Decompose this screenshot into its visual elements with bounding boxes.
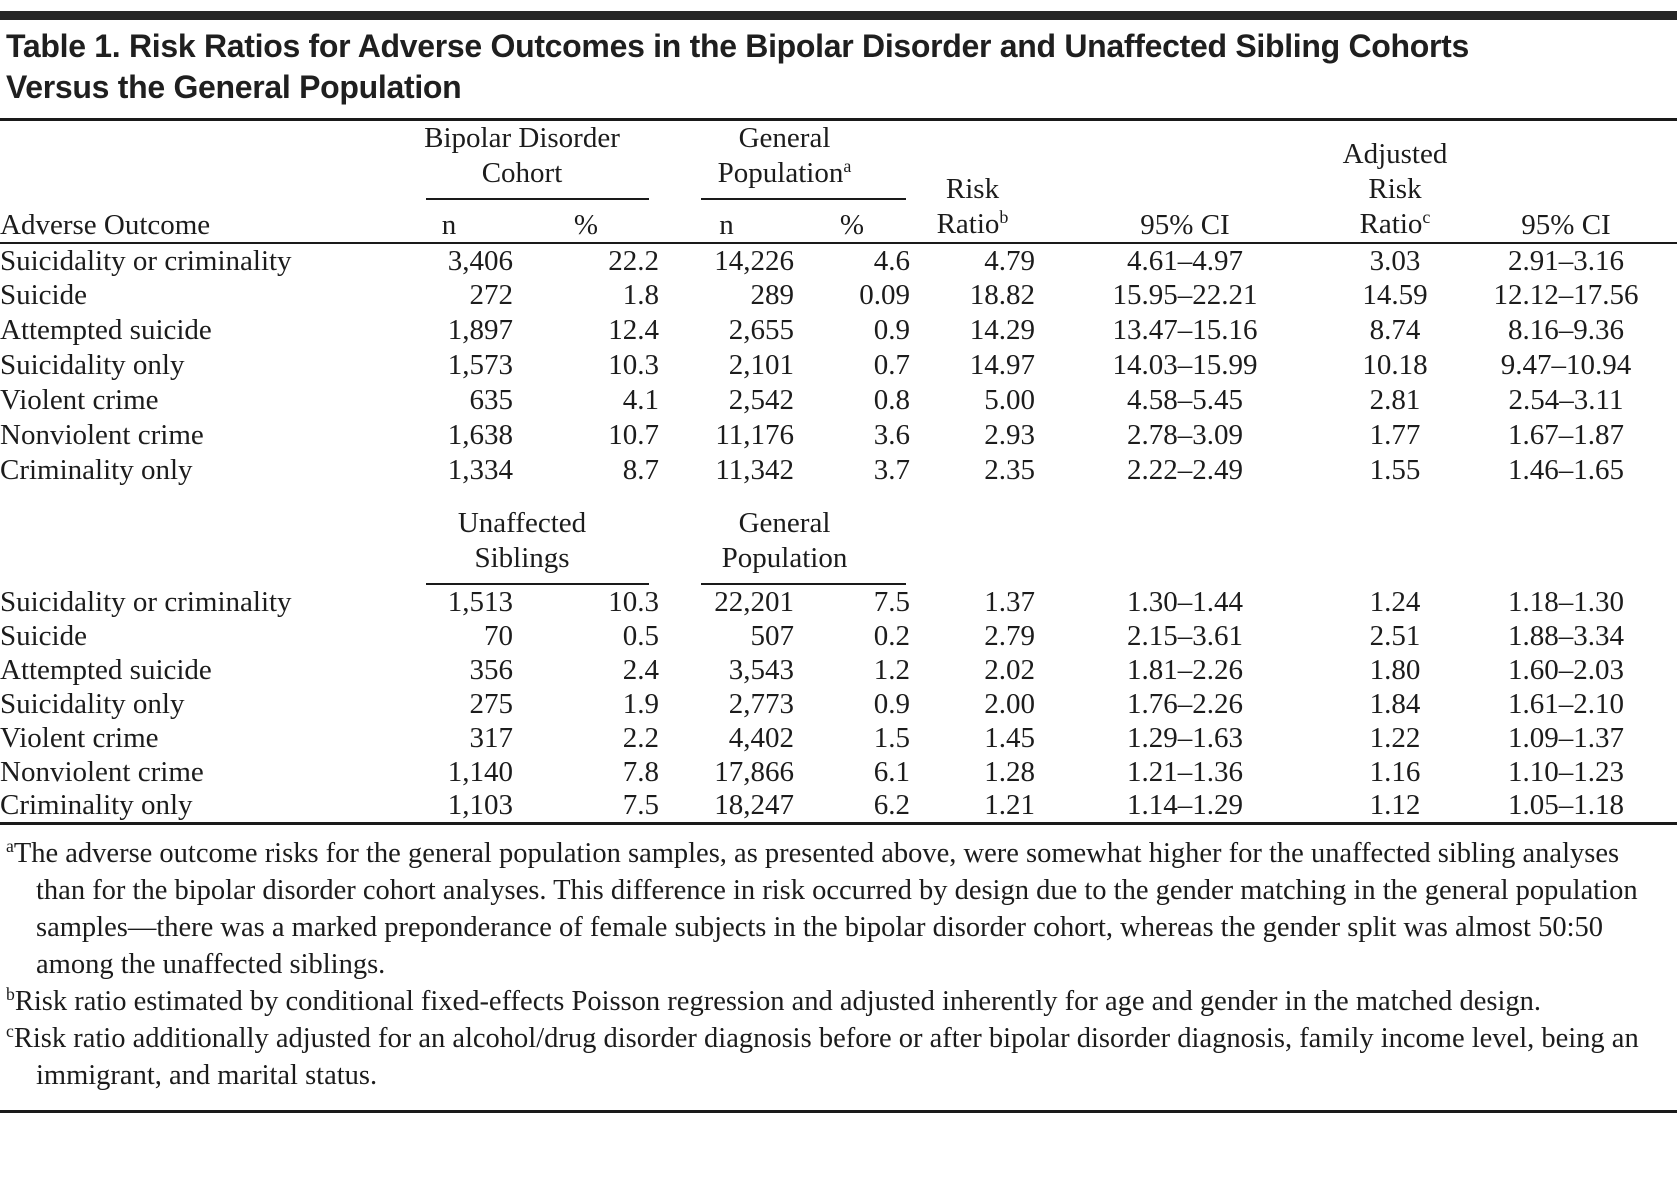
table-row <box>0 687 1677 721</box>
ci-cell: 1.76–2.26 <box>1127 687 1243 720</box>
empty-cell <box>910 488 1035 585</box>
pct-siblings-cell: 10.3 <box>608 585 659 618</box>
ci-cell: 15.95–22.21 <box>1112 279 1258 311</box>
ci-cell: 2.22–2.49 <box>1127 454 1243 486</box>
n-genpop-cell: 507 <box>750 619 794 652</box>
column-header-adverse-outcome: Adverse Outcome <box>0 121 385 243</box>
risk-ratio-cell: 2.02 <box>984 653 1035 686</box>
n-cohort-cell: 1,638 <box>447 419 513 451</box>
ci-cell: 2.15–3.61 <box>1127 619 1243 652</box>
pct-siblings-cell: 2.2 <box>622 721 659 754</box>
footnote-marker-a-ref: a <box>843 156 852 177</box>
group-header-bipolar-cohort <box>385 121 659 200</box>
table-row <box>0 278 1677 313</box>
ci-cell: 1.81–2.26 <box>1127 653 1243 686</box>
group-header-general-population <box>659 121 910 200</box>
outcome-cell: Suicidality only <box>0 349 185 381</box>
ci-adjusted-cell: 2.91–3.16 <box>1508 244 1624 277</box>
footnote-c-text: Risk ratio additionally adjusted for an alcohol/drug disorder diagnosis before or after bipolar disorder diagnosis, family income level, being an immigrant, and marital status. <box>13 1023 1639 1091</box>
column-header-n-bipolar: n <box>385 200 513 243</box>
risk-ratio-cell: 2.79 <box>984 619 1035 652</box>
outcome-cell: Criminality only <box>0 789 193 821</box>
risk-ratio-cell: 1.45 <box>984 721 1035 754</box>
table-row <box>0 243 1677 278</box>
outcome-cell: Suicide <box>0 619 87 652</box>
empty-cell <box>0 488 385 585</box>
ci-cell: 4.58–5.45 <box>1127 384 1243 416</box>
n-genpop-cell: 2,655 <box>728 314 794 346</box>
ci-cell: 1.30–1.44 <box>1127 585 1243 618</box>
group-header-general-population-2 <box>659 488 910 585</box>
footnote-c-marker: c <box>6 1021 14 1042</box>
n-genpop-cell: 11,342 <box>715 454 794 486</box>
n-siblings-cell: 70 <box>484 619 513 652</box>
group-header-general-population-label <box>697 121 872 191</box>
group-header-unaffected-siblings <box>385 488 659 585</box>
adjusted-risk-ratio-cell: 1.22 <box>1369 721 1421 754</box>
outcome-cell: Nonviolent crime <box>0 419 204 451</box>
adjusted-risk-ratio-cell: 8.74 <box>1369 314 1421 346</box>
empty-cell <box>1335 488 1455 585</box>
pct-cohort-cell: 8.7 <box>622 454 659 486</box>
group-header-general-population-text: General Population <box>717 122 844 189</box>
pct-genpop-cell: 3.6 <box>873 419 910 451</box>
table-row <box>0 619 1677 653</box>
column-header-pct-bipolar: % <box>513 200 659 243</box>
column-header-ci-2: 95% CI <box>1455 121 1677 243</box>
pct-cohort-cell: 4.1 <box>622 384 659 416</box>
table-title-line1: Table 1. Risk Ratios for Adverse Outcomes in the Bipolar Disorder and Unaffected Sibling Cohorts <box>6 28 1470 64</box>
table-row <box>0 383 1677 418</box>
ci-adjusted-cell: 1.61–2.10 <box>1508 687 1624 720</box>
risk-ratio-cell: 18.82 <box>969 279 1035 311</box>
ci-adjusted-cell: 2.54–3.11 <box>1508 384 1624 416</box>
footnote-a-marker: a <box>6 836 14 857</box>
column-header-risk-ratio-text: Risk Ratio <box>936 173 1000 240</box>
pct-cohort-cell: 12.4 <box>608 314 659 346</box>
pct-genpop-cell: 6.2 <box>873 789 910 821</box>
table-row <box>0 789 1677 824</box>
risk-ratio-cell: 1.37 <box>984 585 1035 618</box>
adjusted-risk-ratio-cell: 1.84 <box>1369 687 1421 720</box>
ci-adjusted-cell: 1.18–1.30 <box>1508 585 1624 618</box>
footnote-b <box>6 983 1669 1020</box>
group-header-unaffected-siblings-label: Unaffected Siblings <box>457 507 587 574</box>
pct-siblings-cell: 7.5 <box>622 789 659 821</box>
n-siblings-cell: 1,103 <box>447 789 513 821</box>
column-header-adjusted-risk-ratio-text: Adjusted Risk Ratio <box>1342 138 1448 240</box>
ci-adjusted-cell: 1.60–2.03 <box>1508 653 1624 686</box>
ci-cell: 1.21–1.36 <box>1127 755 1243 788</box>
pct-genpop-cell: 1.5 <box>873 721 910 754</box>
ci-adjusted-cell: 1.67–1.87 <box>1508 419 1624 451</box>
ci-cell: 1.29–1.63 <box>1127 721 1243 754</box>
risk-ratio-cell: 14.29 <box>969 314 1035 346</box>
table-row <box>0 313 1677 348</box>
pct-genpop-cell: 7.5 <box>873 585 910 618</box>
n-genpop-cell: 289 <box>750 279 794 311</box>
column-header-pct-genpop: % <box>794 200 910 243</box>
n-siblings-cell: 317 <box>469 721 513 754</box>
pct-genpop-cell: 0.8 <box>873 384 910 416</box>
footnote-a-text: The adverse outcome risks for the general population samples, as presented above, were somewhat higher for the unaffected sibling analyses than for the bipolar disorder cohort analyses. This difference in risk occurred by design due to the gender matching in the general population samples—there was a marked preponderance of female subjects in the bipolar disorder cohort, whereas the gender split was almost 50:50 among the unaffected siblings. <box>13 838 1638 980</box>
outcome-cell: Attempted suicide <box>0 314 212 346</box>
table-title <box>0 20 1677 118</box>
risk-ratio-cell: 5.00 <box>984 384 1035 416</box>
table-row <box>0 721 1677 755</box>
n-cohort-cell: 272 <box>469 279 513 311</box>
risk-ratio-cell: 2.93 <box>984 419 1035 451</box>
column-header-adjusted-risk-ratio <box>1335 121 1455 243</box>
n-cohort-cell: 1,573 <box>447 349 513 381</box>
n-genpop-cell: 3,543 <box>728 653 794 686</box>
ci-cell: 2.78–3.09 <box>1127 419 1243 451</box>
outcome-cell: Criminality only <box>0 454 193 486</box>
ci-adjusted-cell: 9.47–10.94 <box>1500 349 1632 381</box>
outcome-cell: Violent crime <box>0 384 159 416</box>
n-siblings-cell: 1,513 <box>447 585 513 618</box>
ci-adjusted-cell: 1.88–3.34 <box>1508 619 1624 652</box>
table-row <box>0 348 1677 383</box>
adjusted-risk-ratio-cell: 2.51 <box>1369 619 1421 652</box>
outcome-cell: Attempted suicide <box>0 653 212 686</box>
ci-cell: 14.03–15.99 <box>1112 349 1258 381</box>
n-siblings-cell: 275 <box>469 687 513 720</box>
n-cohort-cell: 635 <box>469 384 513 416</box>
pct-siblings-cell: 1.9 <box>622 687 659 720</box>
pct-genpop-cell: 0.9 <box>873 687 910 720</box>
n-genpop-cell: 17,866 <box>714 755 794 788</box>
footnote-marker-b-ref: b <box>999 207 1009 228</box>
empty-cell <box>1455 488 1677 585</box>
outcome-cell: Suicidality or criminality <box>0 244 292 277</box>
n-genpop-cell: 11,176 <box>715 419 794 451</box>
risk-ratio-cell: 14.97 <box>969 349 1035 381</box>
n-genpop-cell: 14,226 <box>714 244 794 277</box>
pct-cohort-cell: 22.2 <box>608 244 659 277</box>
table-title-line2: Versus the General Population <box>6 69 462 105</box>
n-genpop-cell: 18,247 <box>714 789 794 821</box>
column-header-risk-ratio <box>910 121 1035 243</box>
empty-cell <box>1035 488 1335 585</box>
n-genpop-cell: 4,402 <box>728 721 794 754</box>
risk-ratio-cell: 1.21 <box>984 789 1035 821</box>
pct-genpop-cell: 6.1 <box>873 755 910 788</box>
table-header <box>0 121 1677 243</box>
siblings-section-header <box>0 488 1677 585</box>
ci-cell: 4.61–4.97 <box>1127 244 1243 277</box>
pct-genpop-cell: 3.7 <box>873 454 910 486</box>
column-header-ci-1: 95% CI <box>1035 121 1335 243</box>
adjusted-risk-ratio-cell: 1.80 <box>1369 653 1421 686</box>
pct-genpop-cell: 1.2 <box>873 653 910 686</box>
pct-siblings-cell: 7.8 <box>622 755 659 788</box>
footnote-c <box>6 1020 1669 1094</box>
risk-ratio-cell: 2.35 <box>984 454 1035 486</box>
ci-adjusted-cell: 1.05–1.18 <box>1508 789 1624 821</box>
risk-ratio-cell: 4.79 <box>984 244 1035 277</box>
unaffected-siblings-section <box>0 585 1677 824</box>
adjusted-risk-ratio-cell: 1.55 <box>1369 454 1421 486</box>
n-siblings-cell: 1,140 <box>447 755 513 788</box>
table-row <box>0 418 1677 453</box>
outcome-cell: Nonviolent crime <box>0 755 204 788</box>
risk-ratio-table <box>0 121 1677 825</box>
n-genpop-cell: 2,101 <box>728 349 794 381</box>
n-genpop-cell: 22,201 <box>714 585 794 618</box>
pct-genpop-cell: 0.09 <box>859 279 910 311</box>
table-row <box>0 755 1677 789</box>
ci-cell: 13.47–15.16 <box>1112 314 1258 346</box>
adjusted-risk-ratio-cell: 2.81 <box>1369 384 1421 416</box>
adjusted-risk-ratio-cell: 3.03 <box>1369 244 1421 277</box>
adjusted-risk-ratio-cell: 1.77 <box>1369 419 1421 451</box>
ci-cell: 1.14–1.29 <box>1127 789 1243 821</box>
n-genpop-cell: 2,773 <box>728 687 794 720</box>
table-row <box>0 653 1677 687</box>
ci-adjusted-cell: 8.16–9.36 <box>1508 314 1624 346</box>
pct-cohort-cell: 10.7 <box>608 419 659 451</box>
table-row <box>0 585 1677 619</box>
pct-genpop-cell: 0.7 <box>873 349 910 381</box>
risk-ratio-cell: 2.00 <box>984 687 1035 720</box>
n-siblings-cell: 356 <box>469 653 513 686</box>
pct-siblings-cell: 2.4 <box>622 653 659 686</box>
risk-ratio-cell: 1.28 <box>984 755 1035 788</box>
n-genpop-cell: 2,542 <box>728 384 794 416</box>
outcome-cell: Violent crime <box>0 721 159 754</box>
n-cohort-cell: 3,406 <box>447 244 513 277</box>
group-header-general-population-2-label: General Population <box>721 507 848 574</box>
group-header-bipolar-cohort-label: Bipolar Disorder Cohort <box>424 122 620 189</box>
table-row <box>0 453 1677 488</box>
pct-genpop-cell: 4.6 <box>873 244 910 277</box>
pct-cohort-cell: 10.3 <box>608 349 659 381</box>
footnote-marker-c-ref: c <box>1422 207 1431 228</box>
ci-adjusted-cell: 12.12–17.56 <box>1493 279 1639 311</box>
ci-adjusted-cell: 1.10–1.23 <box>1508 755 1624 788</box>
bipolar-cohort-section <box>0 243 1677 488</box>
pct-genpop-cell: 0.2 <box>873 619 910 652</box>
footnote-b-marker: b <box>6 984 15 1005</box>
bottom-rule <box>0 1110 1677 1113</box>
n-cohort-cell: 1,334 <box>447 454 513 486</box>
ci-adjusted-cell: 1.09–1.37 <box>1508 721 1624 754</box>
adjusted-risk-ratio-cell: 1.12 <box>1369 789 1421 821</box>
top-rule <box>0 11 1677 20</box>
ci-adjusted-cell: 1.46–1.65 <box>1508 454 1624 486</box>
pct-cohort-cell: 1.8 <box>622 279 659 311</box>
outcome-cell: Suicidality or criminality <box>0 585 292 618</box>
adjusted-risk-ratio-cell: 10.18 <box>1362 349 1428 381</box>
footnote-b-text: Risk ratio estimated by conditional fixed-effects Poisson regression and adjusted inherently for age and gender in the matched design. <box>14 986 1542 1017</box>
pct-genpop-cell: 0.9 <box>873 314 910 346</box>
adjusted-risk-ratio-cell: 1.24 <box>1369 585 1421 618</box>
adjusted-risk-ratio-cell: 14.59 <box>1362 279 1428 311</box>
footnote-a <box>6 835 1669 983</box>
outcome-cell: Suicidality only <box>0 687 185 720</box>
pct-siblings-cell: 0.5 <box>622 619 659 652</box>
table-footnotes <box>0 825 1677 1100</box>
journal-table-figure <box>0 11 1677 1191</box>
outcome-cell: Suicide <box>0 279 87 311</box>
n-cohort-cell: 1,897 <box>447 314 513 346</box>
adjusted-risk-ratio-cell: 1.16 <box>1369 755 1421 788</box>
column-header-n-genpop: n <box>659 200 794 243</box>
